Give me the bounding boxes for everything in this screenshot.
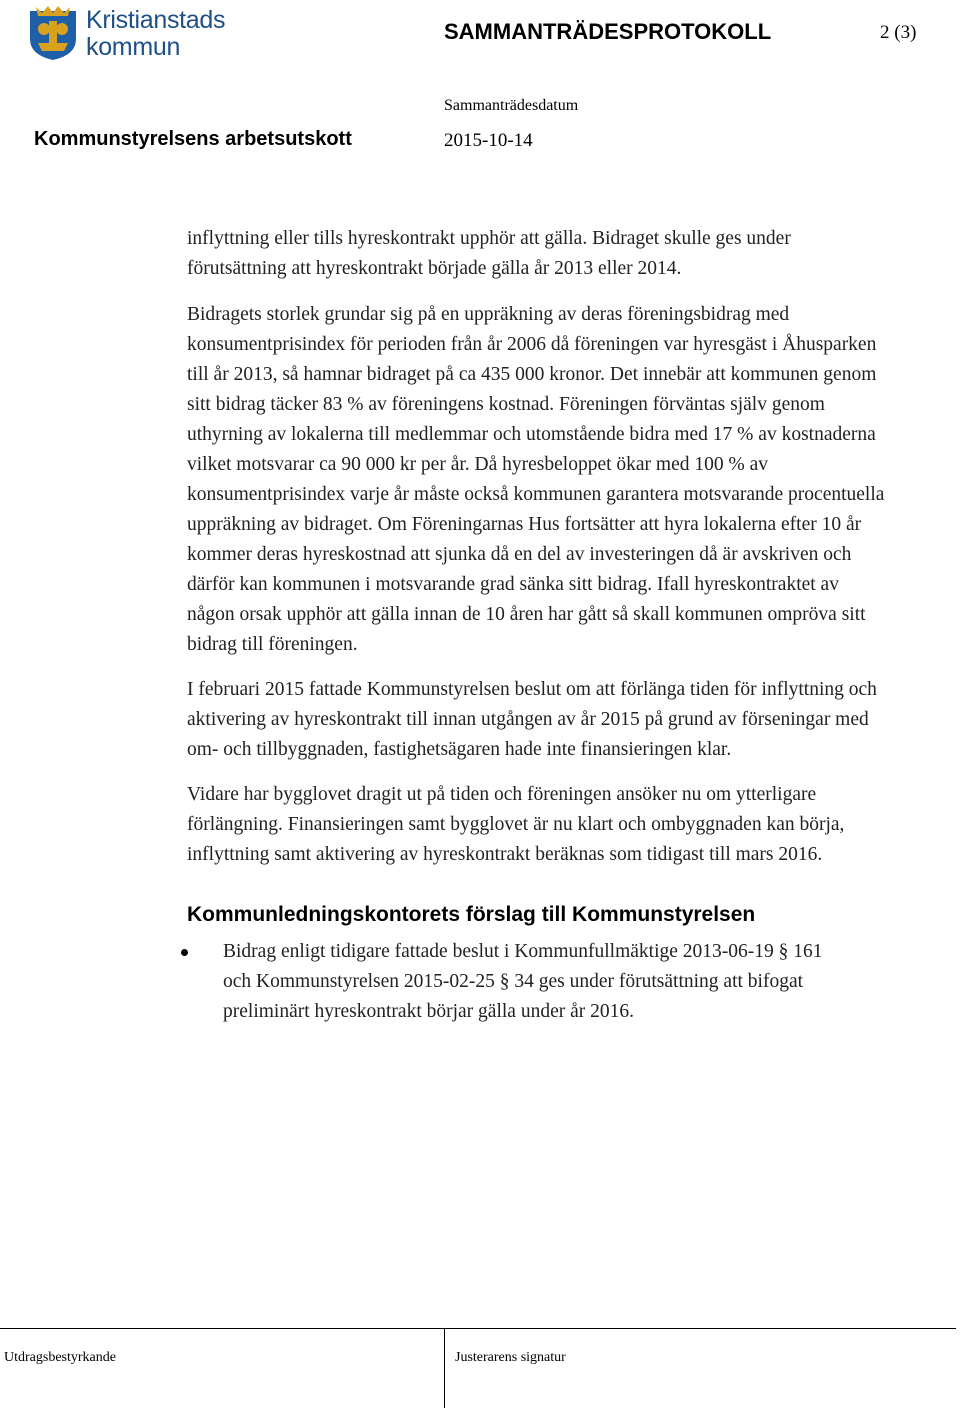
adjuster-signature-label: Justerarens signatur <box>455 1350 566 1365</box>
document-body <box>187 224 887 1027</box>
list-item-text: Bidrag enligt tidigare fattade beslut i Kommunfullmäktige 2013-06-19 § 161 och Kommunstyrelsen 2015-02-25 § 34 ges under förutsättning att bifogat preliminärt hyreskontrakt börjar gälla under år 2016. <box>223 941 823 1022</box>
bullet-icon <box>181 949 188 956</box>
paragraph: inflyttning eller tills hyreskontrakt upphör att gälla. Bidraget skulle ges under förutsättning att hyreskontrakt började gälla år 2013 eller 2014. <box>187 228 791 279</box>
extract-certification-label: Utdragsbestyrkande <box>4 1350 116 1365</box>
committee-name: Kommunstyrelsens arbetsutskott <box>34 128 352 150</box>
paragraph: Bidragets storlek grundar sig på en uppräkning av deras föreningsbidrag med konsumentprisindex för perioden från år 2006 då föreningen var hyresgäst i Åhusparken till år 2013, så hamnar bidraget på ca 435 000 kronor. Det innebär att kommunen genom sitt bidrag täcker 83 % av föreningens kostnad. Föreningen förväntas själv genom uthyrning av lokalerna till medlemmar och utomstående bidra med 17 % av kostnaderna vilket motsvarar ca 90 000 kr per år. Då hyresbeloppet ökar med 100 % av konsumentprisindex varje år måste också kommunen garantera motsvarande procentuella uppräkning av bidraget. Om Föreningarnas Hus fortsätter att hyra lokalerna efter 10 år kommer deras hyreskostnad att sjunka då en del av investeringen då är avskriven och därför kan kommunen i motsvarande grad sänka sitt bidrag. Ifall hyreskontraktet av någon orsak upphör att gälla innan de 10 åren har gått så skall kommunen ompröva sitt bidrag till föreningen. <box>187 304 885 655</box>
section-heading: Kommunledningskontorets förslag till Kommunstyrelsen <box>187 903 756 926</box>
municipality-logo <box>28 5 228 63</box>
meeting-date-label: Sammanträdesdatum <box>444 97 579 114</box>
footer-divider <box>0 1328 956 1329</box>
proposal-list <box>187 937 887 1027</box>
footer-column-divider <box>444 1328 445 1408</box>
document-type: SAMMANTRÄDESPROTOKOLL <box>444 19 772 44</box>
coat-of-arms-icon <box>28 5 78 61</box>
page-number: 2 (3) <box>880 22 917 43</box>
logo-wordmark <box>86 7 225 61</box>
meeting-date: 2015-10-14 <box>444 130 533 151</box>
logo-line-2: kommun <box>86 33 181 61</box>
list-item <box>187 937 843 1027</box>
logo-line-1: Kristianstads <box>86 6 226 34</box>
paragraph: Vidare har bygglovet dragit ut på tiden och föreningen ansöker nu om ytterligare förlängning. Finansieringen samt bygglovet är nu klart och ombyggnaden kan börja, inflyttning samt aktivering av hyreskontrakt beräknas som tidigast till mars 2016. <box>187 784 845 865</box>
paragraph: I februari 2015 fattade Kommunstyrelsen beslut om att förlänga tiden för inflyttning och aktivering av hyreskontrakt till innan utgången av år 2015 på grund av förseningar med om- och tillbyggnaden, fastighetsägaren hade inte finansieringen klar. <box>187 679 877 760</box>
